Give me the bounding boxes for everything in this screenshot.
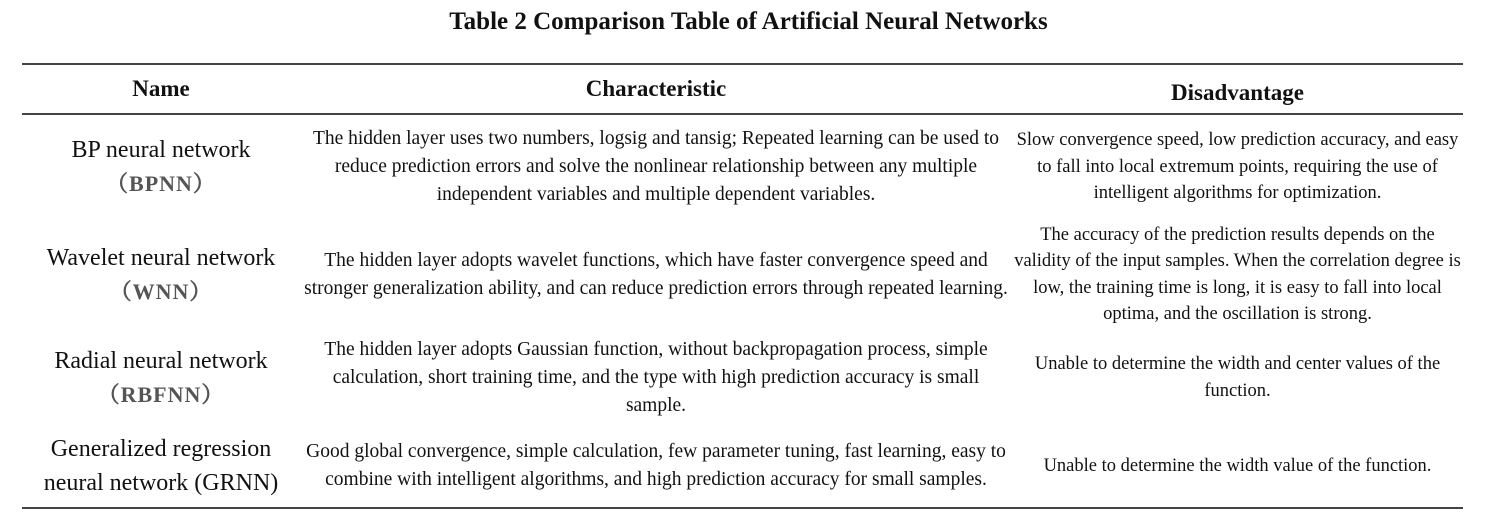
table-header-row — [22, 64, 1463, 114]
header-disadvantage: Disadvantage — [1171, 80, 1304, 105]
comparison-table — [22, 63, 1463, 509]
disadvantage-cell: Slow convergence speed, low prediction accuracy, and easy to fall into local extremum points, requiring the use of intelligent algorithms for optimization. — [1016, 130, 1459, 204]
table-row — [22, 425, 1463, 508]
table-row — [22, 114, 1463, 219]
network-abbreviation: （WNN） — [109, 278, 213, 304]
name-cell — [22, 425, 300, 508]
characteristic-cell: The hidden layer adopts wavelet functions, which have faster convergence speed and stronger generalization ability, and can reduce prediction errors through repeated learning. — [304, 249, 1008, 299]
characteristic-cell: Good global convergence, simple calculation, few parameter tuning, fast learning, easy to combine with intelligent algorithms, and high prediction accuracy for small samples. — [306, 441, 1006, 490]
disadvantage-cell: Unable to determine the width and center values of the function. — [1034, 354, 1441, 401]
header-characteristic: Characteristic — [585, 76, 727, 101]
header-name: Name — [132, 76, 190, 101]
network-abbreviation: （RBFNN） — [97, 381, 225, 407]
network-name: Wavelet neural network — [46, 244, 276, 271]
characteristic-cell: The hidden layer uses two numbers, logsig and tansig; Repeated learning can be used to reduce prediction errors and solve the nonlinear relationship between any multiple independent variables and multiple dependent variables. — [312, 128, 1000, 205]
name-cell — [22, 330, 300, 425]
characteristic-cell: The hidden layer adopts Gaussian function, without backpropagation process, simple calculation, short training time, and the type with high prediction accuracy is small sample. — [324, 338, 988, 416]
table-title: Table 2 Comparison Table of Artificial Neural Networks — [449, 8, 1048, 35]
network-name: BP neural network — [71, 137, 251, 163]
disadvantage-cell: The accuracy of the prediction results depends on the validity of the input samples. When the correlation degree is low, the training time is long, it is easy to fall into local optima, and the oscillation is strong. — [1014, 224, 1461, 324]
table-row — [22, 330, 1463, 425]
network-name: Generalized regression neural network (GRNN) — [43, 436, 279, 496]
table-row — [22, 219, 1463, 330]
disadvantage-cell: Unable to determine the width value of the function. — [1043, 455, 1432, 476]
network-name: Radial neural network — [54, 347, 268, 374]
name-cell — [22, 114, 300, 219]
name-cell — [22, 219, 300, 330]
network-abbreviation: （BPNN） — [106, 171, 216, 196]
